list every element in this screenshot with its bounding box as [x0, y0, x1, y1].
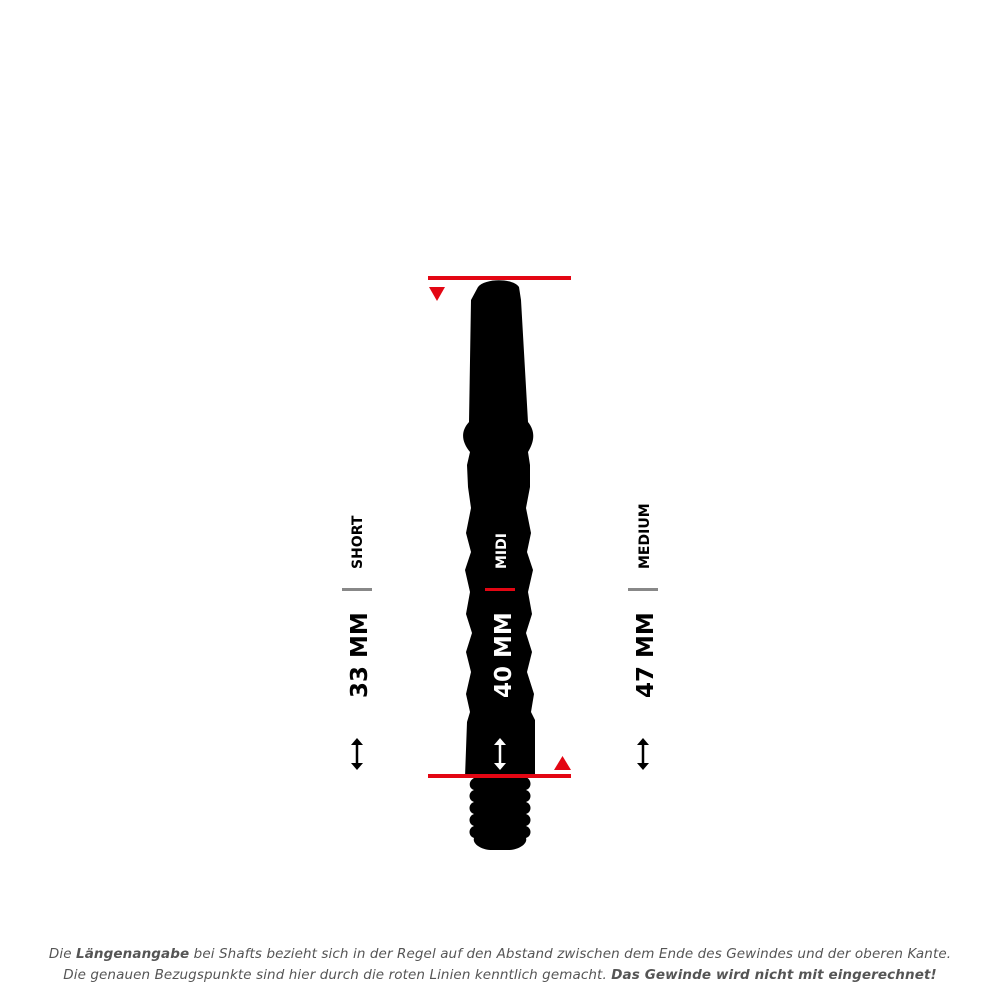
- caption: [0, 944, 1000, 986]
- caption-emphasis: Längenangabe: [76, 946, 190, 962]
- caption-line-2: [0, 965, 1000, 986]
- short-separator: [342, 588, 372, 591]
- red-down-triangle-icon: [429, 287, 445, 301]
- caption-emphasis: Das Gewinde wird nicht mit eingerechnet!: [611, 967, 937, 983]
- shaft-body: [463, 280, 535, 777]
- double-headed-vertical-arrow-icon: [637, 738, 649, 770]
- bottom-reference-line: [428, 774, 571, 778]
- midi-length-label: 40 MM: [491, 612, 517, 698]
- short-length-label: 33 MM: [347, 612, 373, 698]
- midi-name-label: MIDI: [494, 533, 510, 569]
- medium-separator: [628, 588, 658, 591]
- red-up-triangle-icon: [554, 756, 571, 770]
- medium-length-label: 47 MM: [633, 612, 659, 698]
- caption-text: Die: [48, 946, 76, 962]
- short-name-label: SHORT: [350, 515, 366, 569]
- top-reference-line: [428, 276, 571, 280]
- caption-line-1: [0, 944, 1000, 965]
- short-length-column: [342, 515, 373, 770]
- caption-text: bei Shafts bezieht sich in der Regel auf den Abstand zwischen dem Ende des Gewindes und der oberen Kante.: [189, 946, 952, 962]
- medium-name-label: MEDIUM: [637, 503, 653, 569]
- shaft-thread: [470, 777, 531, 850]
- caption-text: Die genauen Bezugspunkte sind hier durch die roten Linien kenntlich gemacht.: [63, 967, 612, 983]
- double-headed-vertical-arrow-icon: [351, 738, 363, 770]
- midi-separator: [485, 588, 515, 591]
- medium-length-column: [628, 503, 659, 770]
